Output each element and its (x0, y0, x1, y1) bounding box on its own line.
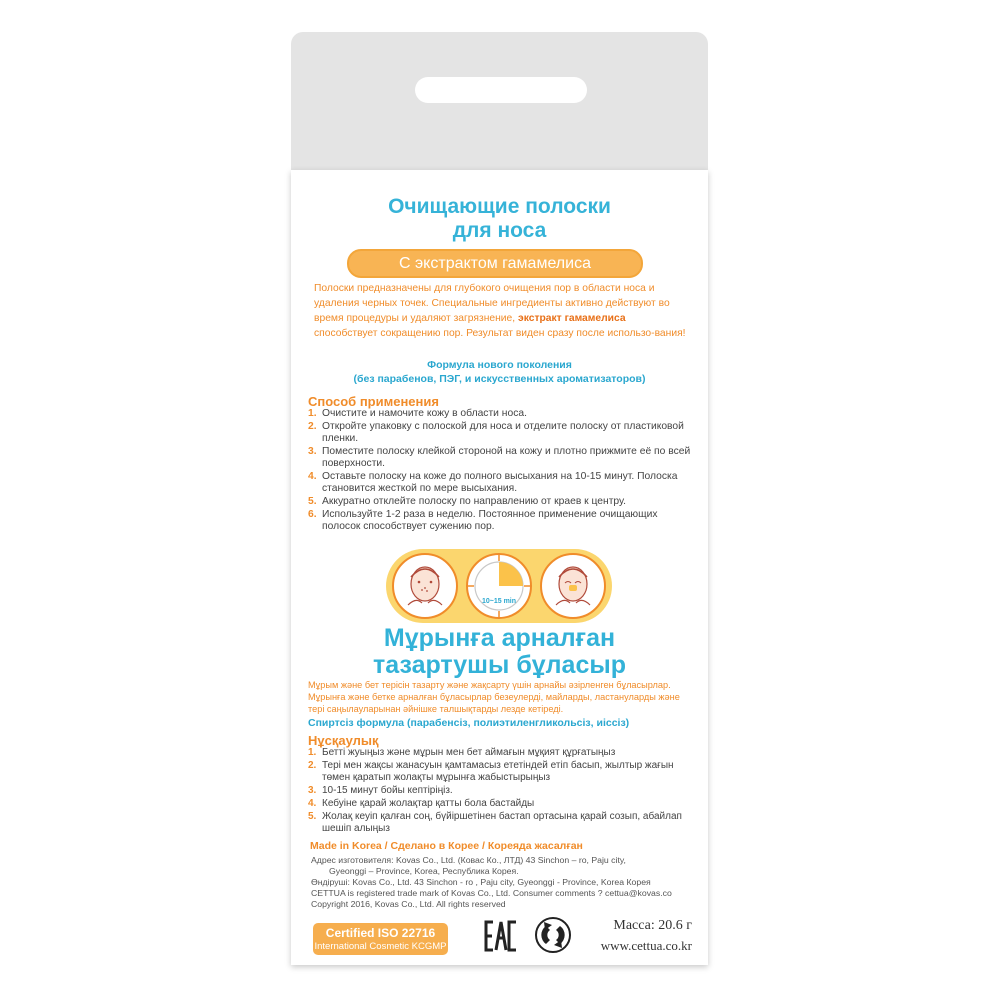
kz-intro-line2: Мұрынға және бетке арналған бұласырлар безеулерді, майларды, ластануларды және (308, 692, 680, 702)
kz-formula-note: Спиртсіз формула (парабенсіз, полиэтиленгликольсіз, иіссіз) (308, 717, 630, 729)
legal-line5: Copyright 2016, Kovas Co., Ltd. All rights reserved (311, 899, 506, 909)
intro-highlight: экстракт гамамелиса (518, 313, 626, 324)
kz-intro-paragraph (308, 679, 693, 715)
usage-kz-steps (308, 747, 693, 836)
step-text: Используйте 1-2 раза в неделю. Постоянное применение очищающих полосок способствует сужению пор. (322, 509, 658, 532)
step-text: Оставьте полоску на коже до полного высыхания на 10-15 минут. Полоска становится жесткой по мере высыхания. (322, 471, 678, 494)
step-text: Жолақ кеуіп қалған соң, бүйіршетінен бастап ортасына қарай созып, абайлап шешіп алыңыз (322, 811, 682, 834)
iso-line1: Certified ISO 22716 (325, 926, 436, 940)
usage-kz-title: Нұсқаулық (308, 733, 379, 748)
list-item (308, 811, 693, 835)
step-text: Тері мен жақсы жанасуын қамтамасыз ететіндей етіп басып, жылтыр жағын төмен қаратып жолақты мұрынға жабыстырыңыз (322, 760, 674, 783)
list-item (308, 747, 693, 759)
formula-line2: (без парабенов, ПЭГ, и искусственных ароматизаторов) (353, 373, 646, 385)
made-in-korea: Made in Korea / Сделано в Корее / Кореяда жасалған (310, 840, 583, 852)
usage-ru-title: Способ применения (308, 394, 439, 409)
intro-paragraph (314, 281, 686, 341)
step-number: 5. (308, 811, 317, 822)
step-text: Поместите полоску клейкой стороной на кожу и плотно прижмите её по всей поверхности. (322, 446, 691, 469)
formula-line1: Формула нового поколения (427, 359, 572, 371)
list-item (308, 446, 693, 470)
step-text: 10-15 минут бойы кептіріңіз. (322, 785, 453, 796)
iso-line2: International Cosmetic KCGMP (314, 941, 447, 952)
step-text: Кебуіне қарай жолақтар қатты бола бастайды (322, 798, 535, 809)
product-title-line2: для носа (452, 219, 547, 242)
formula-note (311, 358, 688, 386)
legal-line2: Gyeonggi – Province, Korea, Республика Корея. (329, 866, 519, 876)
hang-hole (415, 77, 587, 103)
hanger-tab (291, 32, 708, 182)
list-item (308, 760, 693, 784)
kz-intro-line1: Мұрым және бет терісін тазарту және жақсарту үшін арнайы әзірленген бұласырлар. (308, 680, 671, 690)
list-item (308, 785, 693, 797)
step-number: 5. (308, 496, 317, 507)
step-number: 4. (308, 798, 317, 809)
package-back-card (291, 170, 708, 965)
kz-intro-line3: тері саңылауларынан әйнішке талшықтарды лезде кетіреді. (308, 704, 564, 714)
step-text: Бетті жуыңыз және мұрын мен бет аймағын мұқият құрғатыңыз (322, 747, 616, 758)
step-number: 1. (308, 747, 317, 758)
legal-line1: Адрес изготовителя: Kovas Co., Ltd. (Ковас Ко., ЛТД) 43 Sinchon – ro, Paju city, (311, 855, 626, 865)
kz-title-line1: Мұрынға арналған (383, 624, 616, 652)
green-dot-recycle-icon (534, 916, 572, 954)
step-number: 3. (308, 785, 317, 796)
manufacturer-info (311, 855, 696, 910)
step-number: 6. (308, 509, 317, 520)
eac-mark-icon (484, 918, 518, 954)
list-item (308, 496, 693, 508)
step-number: 3. (308, 446, 317, 457)
face-before-icon (393, 554, 457, 618)
list-item (308, 408, 693, 420)
usage-illustration (386, 547, 612, 625)
list-item (308, 509, 693, 533)
step-text: Аккуратно отклейте полоску по направлению от краев к центру. (322, 496, 627, 507)
step-number: 2. (308, 760, 317, 771)
face-after-icon (541, 554, 605, 618)
step-number: 2. (308, 421, 317, 432)
kz-product-title (291, 625, 708, 679)
list-item (308, 798, 693, 810)
product-title (291, 195, 708, 243)
kz-title-line2: тазартушы бұласыр (373, 651, 626, 679)
step-text: Очистите и намочите кожу в области носа. (322, 408, 527, 419)
step-text: Откройте упаковку с полоской для носа и отделите полоску от пластиковой пленки. (322, 421, 684, 444)
timer-label: 10~15 min (481, 598, 517, 605)
legal-line3: Өндіруші: Kovas Co., Ltd. 43 Sinchon - ro , Paju city, Gyeonggi - Province, Korea Корея (311, 877, 651, 887)
legal-line4: CETTUA is registered trade mark of Kovas Co., Ltd. Consumer comments ? cettua@kovas.co (311, 888, 672, 898)
list-item (308, 471, 693, 495)
intro-text-before: Полоски предназначены для глубокого очищения пор в области носа и удаления черных точек. Специальные ингредиенты активно действуют во время процедуры и удаляют загрязнение, (314, 283, 670, 324)
website-url: www.cettua.co.kr (600, 938, 692, 953)
step-number: 1. (308, 408, 317, 419)
product-title-line1: Очищающие полоски (388, 195, 611, 218)
intro-text-after: способствует сокращению пор. Результат виден сразу после использо-вания! (314, 328, 686, 339)
net-mass: Масса: 20.6 г (613, 918, 692, 933)
timer-icon (466, 553, 532, 619)
usage-ru-steps (308, 408, 693, 534)
step-number: 4. (308, 471, 317, 482)
iso-certified-badge (313, 923, 448, 955)
subtitle-pill: С экстрактом гамамелиса (347, 249, 643, 278)
list-item (308, 421, 693, 445)
